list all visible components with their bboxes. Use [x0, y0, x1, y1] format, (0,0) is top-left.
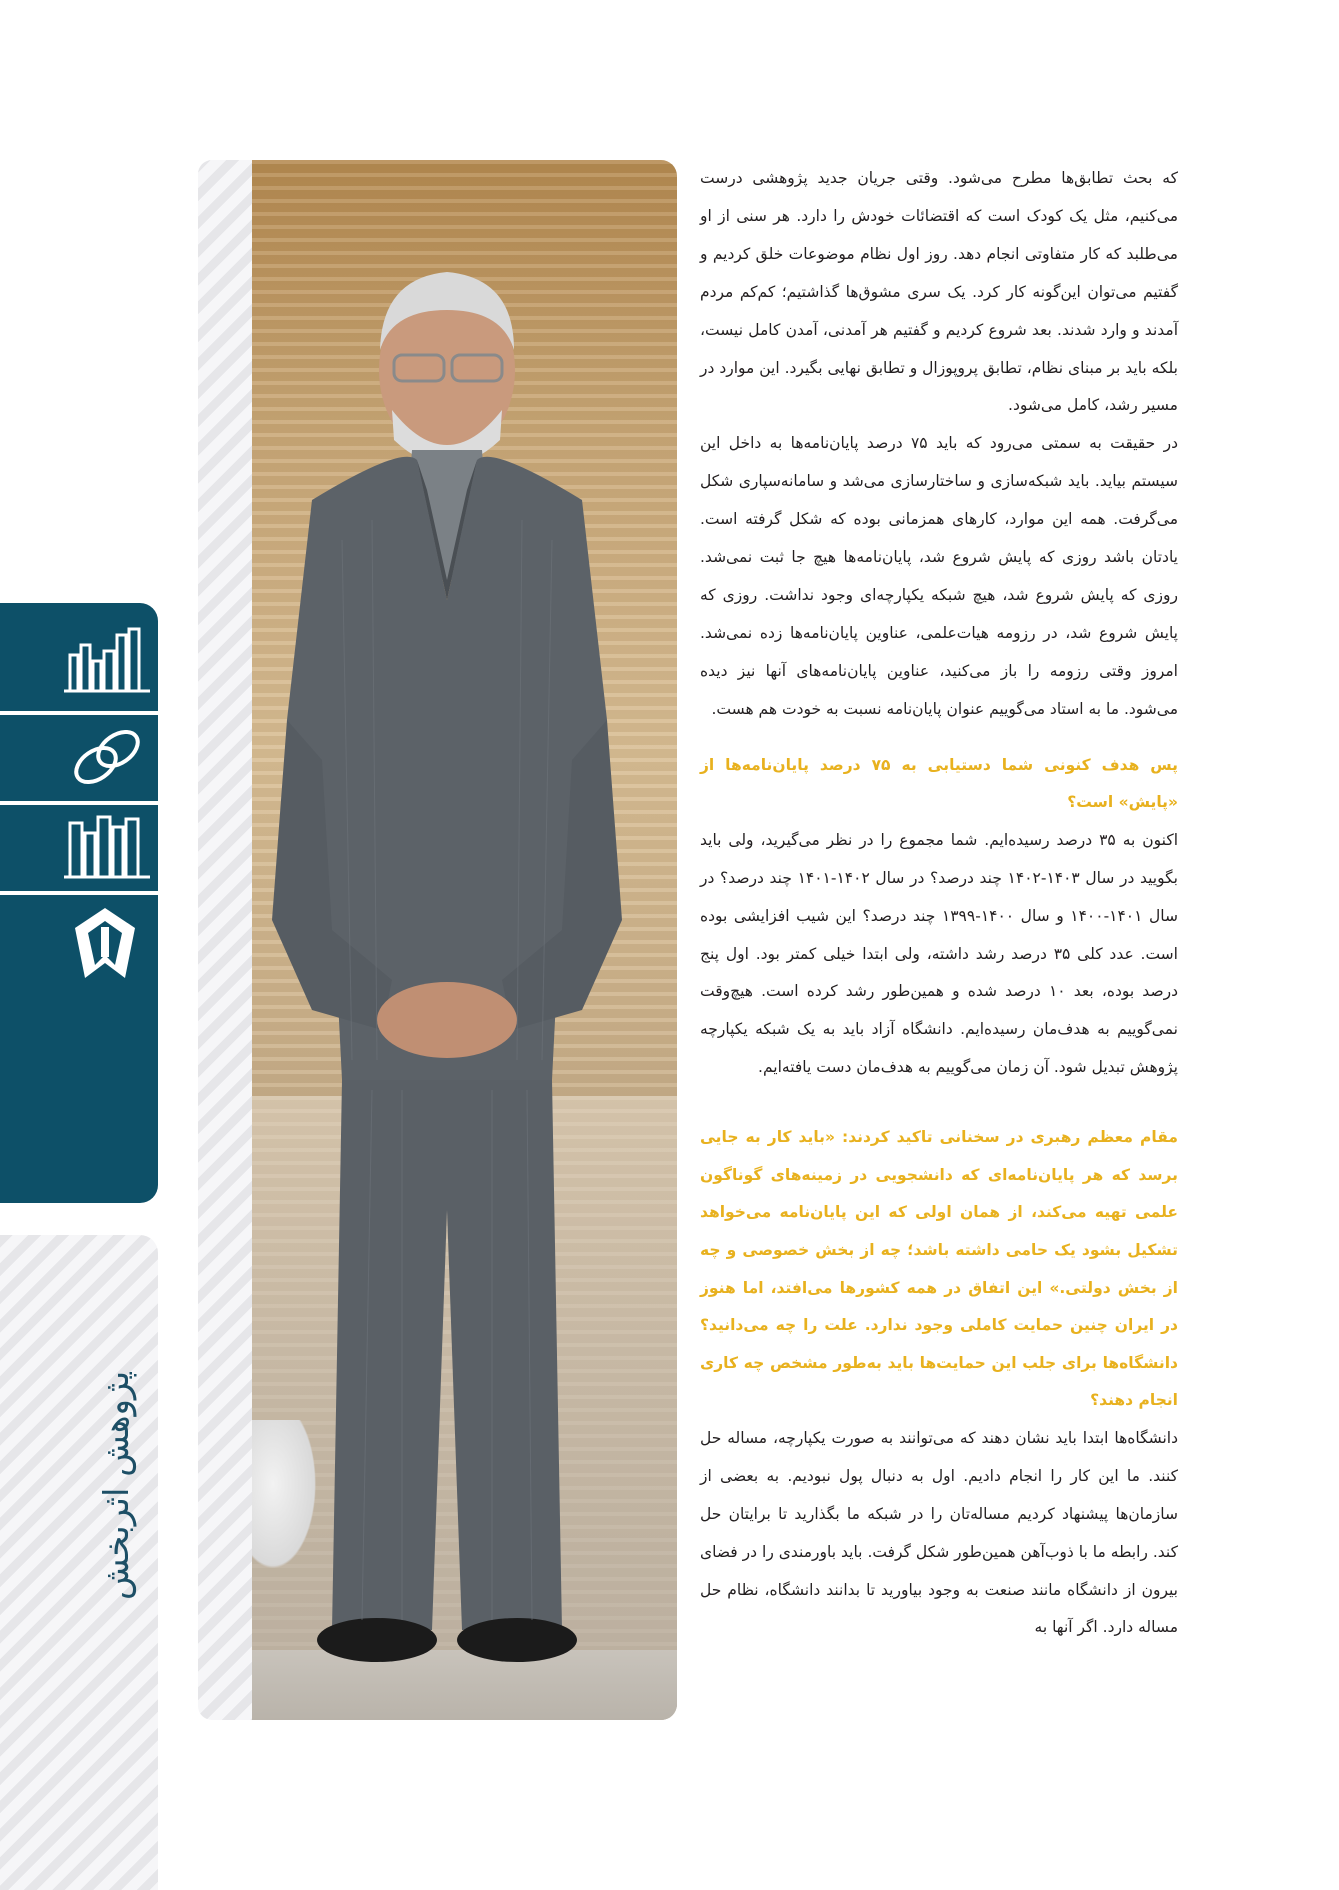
article-body: [700, 160, 1178, 1647]
bookshelf-icon: [62, 811, 152, 881]
person-figure: [252, 160, 677, 1720]
university-logo-icon: [70, 903, 140, 983]
side-tab: [0, 603, 158, 1203]
tab-divider: [0, 801, 158, 805]
article-paragraph-3: اکنون به ۳۵ درصد رسیده‌ایم. شما مجموع را در نظر می‌گیرید، ولی باید بگویید در سال ۱۴۰۳-۱۴۰۲ چند درصد؟ در سال ۱۴۰۲-۱۴۰۱ چند درصد؟ در سال ۱۴۰۱-۱۴۰۰ و سال ۱۴۰۰-۱۳۹۹ چند درصد؟ این شیب افزایشی بوده است. عدد کلی ۳۵ درصد رشد داشته، ولی ابتدا خیلی کمتر بود. اول پنج درصد بوده، بعد ۱۰ درصد شده و همین‌طور رشد کرده است. هیچ‌وقت نمی‌گوییم به هدف‌مان رسیده‌ایم. دانشگاه آزاد باید به یک شبکه یکپارچه پژوهش تبدیل شود. آن زمان می‌گوییم به هدف‌مان دست یافته‌ایم.: [700, 830, 1179, 1077]
interview-question-2: مقام معظم رهبری در سخنانی تاکید کردند: «باید کار به جایی برسد که هر پایان‌نامه‌ای که دانشجویی در زمینه‌های گوناگون علمی تهیه می‌کند، از همان اولی که این پایان‌نامه می‌خواهد تشکیل بشود یک حامی داشته باشد؛ چه از بخش خصوصی و چه از بخش دولتی.» این اتفاق در همه کشورها می‌افتد، اما هنوز در ایران چنین حمایت کاملی وجود ندارد. علت را چه می‌دانید؟ دانشگاه‌ها برای جلب این حمایت‌ها باید به‌طور مشخص چه کاری انجام دهند؟: [700, 1128, 1178, 1410]
tab-divider: [0, 711, 158, 715]
section-title: پژوهش اثربخش: [97, 1370, 137, 1600]
article-paragraph-2: در حقیقت به سمتی می‌رود که باید ۷۵ درصد پایان‌نامه‌ها به داخل این سیستم بیاید. باید شبکه‌سازی و ساختارسازی می‌شد و سامانه‌سپاری شکل می‌گرفت. همه این موارد، کارهای همزمانی بوده که شکل گرفته است. یادتان باشد روزی که پایش شروع شد، پایان‌نامه‌ها هیچ جا ثبت نمی‌شد. روزی که پایش شروع شد، هیچ شبکه یکپارچه‌ای وجود نداشت. روزی که پایش شروع شد، در رزومه هیات‌علمی، عناوین پایان‌نامه‌ها زده نمی‌شد. امروز وقتی رزومه را باز می‌کنید، عناوین پایان‌نامه‌های آنها نیز دیده می‌شود. ما به استاد می‌گوییم عنوان پایان‌نامه نسبت به خودت هم هست.: [700, 434, 1178, 718]
chain-link-icon: [62, 721, 152, 791]
interview-question-1: پس هدف کنونی شما دستیابی به ۷۵ درصد پایان‌نامه‌ها از «پایش» است؟: [700, 755, 1178, 812]
article-paragraph-4: دانشگاه‌ها ابتدا باید نشان دهند که می‌توانند به صورت یکپارچه، مساله حل کنند. ما این کار را انجام دادیم. اول به دنبال پول نبودیم. به بعضی از سازمان‌ها پیشنهاد کردیم مساله‌تان را در شبکه ما بگذارید تا برایتان حل کند. رابطه ما با ذوب‌آهن همین‌طور شکل گرفت. باید باورمندی را در فضای بیرون از دانشگاه مانند صنعت به وجود بیاورید تا بدانند دانشگاه، نظام حل مساله دارد. اگر آنها به: [700, 1428, 1178, 1637]
photo-decor-strip: [198, 160, 252, 1720]
portrait-photo: [252, 160, 677, 1720]
books-shelf-icon: [62, 625, 152, 695]
article-paragraph-1: که بحث تطابق‌ها مطرح می‌شود. وقتی جریان جدید پژوهشی درست می‌کنیم، مثل یک کودک است که اقتضائات خودش را دارد. هر سنی از او می‌طلبد که کار متفاوتی انجام دهد. روز اول نظام موضوعات خلق کردیم و گفتیم می‌توان این‌گونه کار کرد. یک سری مشوق‌ها گذاشتیم؛ کم‌کم مردم آمدند و وارد شدند. بعد شروع کردیم و گفتیم هر آمدنی، آمدن کامل نیست، بلکه باید بر مبنای نظام، تطابق پروپوزال و تطابق نهایی بگیرد. این موارد در مسیر رشد، کامل می‌شود.: [700, 169, 1178, 415]
tab-divider: [0, 891, 158, 895]
